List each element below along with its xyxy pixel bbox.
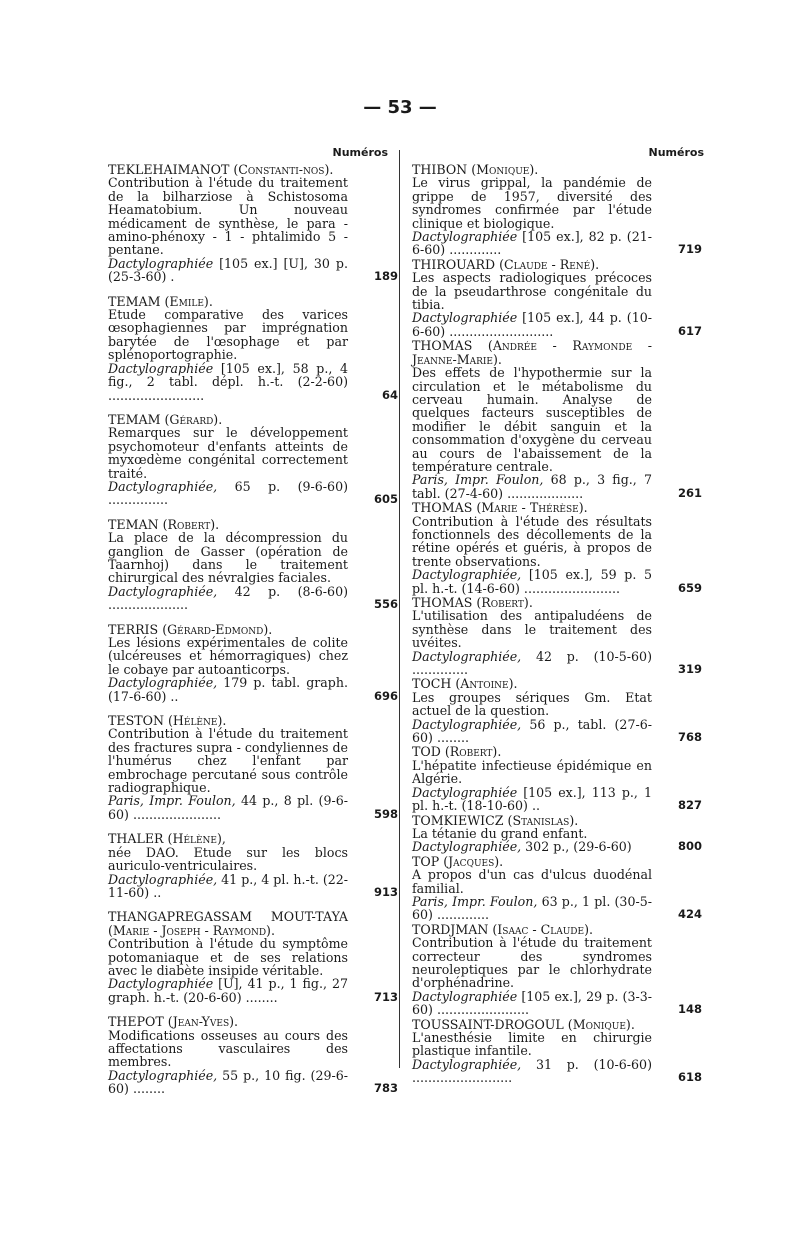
- thesis-title: Remarques sur le développement psychomoteur d'enfants atteints de myxœdème congénital correctement traité.: [108, 425, 348, 481]
- publication-info: Dactylographiée: [412, 784, 518, 800]
- publication-info: Dactylographiée,: [412, 839, 522, 855]
- entry-number: 827: [677, 798, 702, 813]
- entry-number: 659: [677, 580, 702, 595]
- author-given-name: (Monique).: [567, 1016, 635, 1032]
- bibliography-entry: [108, 713, 398, 822]
- author-given-name: (Antoine).: [455, 676, 518, 692]
- thesis-title: née DAO. Etude sur les blocs auriculo-ventriculaires.: [108, 844, 348, 874]
- left-column: [108, 143, 398, 1107]
- author-given-name: (Claude - René).: [499, 256, 600, 272]
- entry-text: [412, 677, 652, 744]
- author-given-name: (Constanti-nos).: [233, 162, 334, 177]
- author-name: TOUSSAINT-DROGOUL: [412, 1016, 564, 1032]
- author-given-name: (Hélène).: [167, 713, 227, 729]
- bibliography-entry: [412, 256, 702, 339]
- author-given-name: (Jean-Yves).: [167, 1014, 239, 1030]
- entry-details: 31 p. (10-6-60) .........................: [412, 1056, 652, 1086]
- thesis-title: Des effets de l'hypothermie sur la circulation et le métabolisme du cerveau humain. Analyse de quelques facteurs susceptibles de modifier le débit sanguin et la consommation d'oxygène du cerveau au cours de l'abaissement de la température centrale.: [412, 365, 652, 474]
- bibliography-entry: [412, 595, 702, 678]
- entry-text: [108, 714, 348, 821]
- bibliography-entry: [412, 500, 702, 596]
- publication-info: Dactylographiée: [108, 255, 214, 271]
- bibliography-entry: [108, 516, 398, 613]
- column-divider: [399, 150, 400, 1068]
- author-name: TERRIS: [108, 621, 159, 637]
- bibliography-entry: [108, 411, 398, 508]
- bibliography-entry: [412, 812, 702, 855]
- author-name: THOMAS: [412, 595, 473, 610]
- entry-details: 44 p., 8 pl. (9-6-60) ......................: [108, 793, 348, 822]
- entry-text: [412, 745, 652, 812]
- publication-info: Dactylographiée,: [412, 716, 522, 732]
- entry-text: [412, 501, 652, 595]
- author-given-name: (Jacques).: [443, 853, 504, 869]
- page-number: — 53 —: [363, 97, 437, 118]
- thesis-title: Contribution à l'étude du traitement correcteur des syndromes neuroleptiques par le chlorhydrate d'orphénadrine.: [412, 935, 652, 991]
- author-name: THOMAS: [412, 338, 473, 354]
- entry-text: [412, 923, 652, 1017]
- author-name: TEMAM: [108, 293, 161, 309]
- author-name: THOMAS: [412, 500, 473, 516]
- author-given-name: (Gérard).: [164, 411, 223, 427]
- thesis-title: Contribution à l'étude du traitement des fractures supra - condyliennes de l'humérus chez l'enfant par embrochage percutané sous contrôle radiographique.: [108, 726, 348, 796]
- thesis-title: L'utilisation des antipaludéens de synthèse dans le traitement des uvéites.: [412, 608, 652, 651]
- entry-details: 42 p. (8-6-60) ....................: [108, 583, 348, 613]
- thesis-title: Les groupes sériques Gm. Etat actuel de la question.: [412, 689, 652, 719]
- publication-info: Paris, Impr. Foulon,: [412, 472, 544, 488]
- entry-number: 261: [677, 485, 702, 500]
- author-given-name: (Monique).: [471, 162, 539, 177]
- entry-text: [108, 518, 348, 612]
- entry-number: 913: [373, 884, 398, 899]
- entry-number: 319: [677, 662, 702, 677]
- author-name: THIBON: [412, 162, 468, 177]
- entry-text: [108, 832, 348, 899]
- entry-number: 605: [373, 492, 398, 507]
- publication-info: Dactylographiée,: [108, 1067, 218, 1083]
- entry-text: [412, 814, 652, 854]
- author-given-name: (Robert).: [444, 744, 502, 760]
- entry-text: [108, 413, 348, 507]
- entry-number: 64: [381, 387, 398, 402]
- publication-info: Dactylographiée,: [412, 1056, 522, 1072]
- author-name: TESTON: [108, 713, 164, 729]
- author-name: THIROUARD: [412, 256, 496, 272]
- entry-details: 179 p. tabl. graph. (17-6-60) ..: [108, 675, 348, 704]
- author-given-name: (Emile).: [164, 293, 213, 309]
- thesis-title: Contribution à l'étude du traitement de la bilharziose à Schistosoma Heamatobium. Un nouveau médicament de synthèse, le para - amino-phénoxy - 1 - phtalimido 5 - pentane.: [108, 175, 348, 258]
- entry-details: 55 p., 10 fig. (29-6-60) ........: [108, 1067, 348, 1097]
- bibliography-entry: [412, 853, 702, 923]
- author-name: TOP: [412, 853, 440, 869]
- right-column: [412, 143, 704, 1086]
- entry-details: [105 ex.], 82 p. (21-6-60) .............: [412, 229, 652, 258]
- author-name: THALER: [108, 831, 164, 847]
- bibliography-entry: [412, 921, 702, 1018]
- author-given-name: (Robert).: [476, 595, 533, 610]
- bibliography-entry: [108, 1014, 398, 1097]
- thesis-title: La tétanie du grand enfant.: [412, 825, 588, 841]
- author-given-name: (Gérard-Edmond).: [162, 621, 273, 637]
- bibliography-entry: [108, 162, 398, 285]
- publication-info: Paris, Impr. Foulon,: [412, 893, 538, 909]
- thesis-title: Modifications osseuses au cours des affectations vasculaires des membres.: [108, 1027, 348, 1070]
- publication-info: Dactylographiée,: [108, 675, 218, 691]
- author-given-name: (Marie - Joseph - Raymond).: [108, 922, 275, 938]
- bibliography-entry: [108, 621, 398, 704]
- publication-info: Dactylographiée,: [412, 648, 522, 664]
- author-name: TOMKIEWICZ: [412, 812, 504, 828]
- publication-info: Paris, Impr. Foulon,: [108, 793, 236, 809]
- entry-text: [412, 258, 652, 338]
- entry-number: 696: [373, 688, 398, 703]
- author-given-name: (Robert).: [162, 516, 220, 532]
- entry-number: 768: [677, 730, 702, 745]
- entry-number: 800: [677, 839, 702, 854]
- entry-details: 42 p. (10-5-60) ..............: [412, 648, 652, 678]
- bibliography-entry: [412, 162, 702, 258]
- entry-number: 618: [677, 1070, 702, 1085]
- author-name: TEMAM: [108, 411, 161, 427]
- author-given-name: (Isaac - Claude).: [492, 921, 593, 937]
- thesis-title: Etude comparative des varices œsophagiennes par imprégnation barytée de l'œsophage et par splénoportographie.: [108, 307, 348, 363]
- entry-number: 556: [373, 597, 398, 612]
- publication-info: Dactylographiée: [108, 976, 214, 992]
- bibliography-entry: [108, 831, 398, 900]
- entry-list: [412, 162, 702, 1086]
- entry-text: [108, 295, 348, 402]
- publication-info: Dactylographiée: [412, 310, 518, 326]
- thesis-title: Les lésions expérimentales de colite (ulcéreuses et hémorragiques) chez le cobaye par autoanticorps.: [108, 635, 348, 677]
- thesis-title: La place de la décompression du ganglion de Gasser (opération de Taarnhoj) dans le traitement chirurgical des névralgies faciales.: [108, 530, 348, 586]
- entry-details: [105 ex.], 59 p. 5 pl. h.-t. (14-6-60) ........................: [412, 567, 652, 596]
- author-given-name: (Hélène),: [167, 831, 226, 847]
- entry-details: [U], 41 p., 1 fig., 27 graph. h.-t. (20-6-60) ........: [108, 976, 348, 1005]
- author-name: TOD: [412, 744, 441, 760]
- bibliography-entry: [412, 676, 702, 746]
- column-header: Numéros: [648, 146, 704, 159]
- entry-list: [108, 162, 398, 1097]
- author-name: TEKLEHAIMANOT: [108, 162, 230, 177]
- entry-number: 719: [677, 242, 702, 257]
- entry-details: [105 ex.], 58 p., 4 fig., 2 tabl. dépl. h.-t. (2-2-60) ........................: [108, 360, 348, 403]
- publication-info: Dactylographiée: [412, 988, 518, 1004]
- entry-number: 189: [373, 269, 398, 284]
- bibliography-entry: [412, 338, 702, 501]
- thesis-title: L'hépatite infectieuse épidémique en Algérie.: [412, 757, 652, 787]
- thesis-title: A propos d'un cas d'ulcus duodénal familial.: [412, 867, 652, 896]
- thesis-title: Le virus grippal, la pandémie de grippe de 1957, diversité des syndromes confirmée par l'étude clinique et biologique.: [412, 175, 652, 231]
- entry-details: [105 ex.], 44 p. (10-6-60) ..........................: [412, 310, 652, 339]
- bibliography-entry: [412, 1016, 702, 1086]
- entry-number: 424: [677, 907, 702, 922]
- author-given-name: (Andrée - Raymonde - Jeanne-Marie).: [412, 338, 652, 367]
- entry-details: [105 ex.], 113 p., 1 pl. h.-t. (18-10-60) ..: [412, 784, 652, 814]
- entry-number: 713: [373, 989, 398, 1004]
- entry-details: [105 ex.] [U], 30 p. (25-3-60) .: [108, 255, 348, 285]
- entry-text: [412, 855, 652, 922]
- author-given-name: (Stanislas).: [507, 812, 579, 828]
- author-name: THEPOT: [108, 1014, 164, 1030]
- author-given-name: (Marie - Thérèse).: [476, 500, 588, 516]
- author-name: TEMAN: [108, 516, 159, 532]
- thesis-title: Contribution à l'étude des résultats fonctionnels des décollements de la rétine opérés et guéris, à propos de trente observations.: [412, 513, 652, 569]
- author-name: THANGAPREGASSAM MOUT-TAYA: [108, 909, 348, 925]
- entry-details: 65 p. (9-6-60) ...............: [108, 478, 348, 508]
- entry-text: [108, 623, 348, 703]
- entry-details: [105 ex.], 29 p. (3-3-60) .......................: [412, 988, 652, 1018]
- publication-info: Dactylographiée: [412, 229, 518, 245]
- entry-text: [412, 339, 652, 500]
- entry-number: 783: [373, 1081, 398, 1096]
- publication-info: Dactylographiée,: [108, 583, 218, 599]
- author-name: TOCH: [412, 676, 452, 692]
- publication-info: Dactylographiée,: [412, 567, 522, 583]
- bibliography-entry: [412, 744, 702, 814]
- entry-number: 617: [677, 323, 702, 338]
- column-header: Numéros: [332, 146, 388, 159]
- thesis-title: Les aspects radiologiques précoces de la pseudarthrose congénitale du tibia.: [412, 270, 652, 313]
- publication-info: Dactylographiée,: [108, 478, 218, 494]
- entry-details: 56 p., tabl. (27-6-60) ........: [412, 716, 652, 746]
- thesis-title: Contribution à l'étude du symptôme potomaniaque et de ses relations avec le diabète insipide véritable.: [108, 936, 348, 978]
- author-name: TORDJMAN: [412, 921, 489, 937]
- bibliography-entry: [108, 293, 398, 403]
- entry-details: 63 p., 1 pl. (30-5-60) .............: [412, 893, 652, 923]
- entry-number: 148: [677, 1002, 702, 1017]
- thesis-title: L'anesthésie limite en chirurgie plastique infantile.: [412, 1030, 652, 1059]
- entry-details: 302 p., (29-6-60): [525, 839, 632, 855]
- entry-text: [412, 163, 652, 257]
- entry-text: [412, 596, 652, 676]
- entry-number: 598: [373, 806, 398, 821]
- publication-info: Dactylographiée,: [108, 871, 218, 887]
- entry-text: [412, 1018, 652, 1085]
- entry-details: 68 p., 3 fig., 7 tabl. (27-4-60) ...................: [412, 472, 652, 501]
- bibliography-entry: [108, 909, 398, 1005]
- entry-text: [108, 910, 348, 1004]
- entry-text: [108, 1015, 348, 1095]
- entry-text: [108, 163, 348, 284]
- publication-info: Dactylographiée: [108, 360, 214, 376]
- entry-details: 41 p., 4 pl. h.-t. (22-11-60) ..: [108, 871, 349, 900]
